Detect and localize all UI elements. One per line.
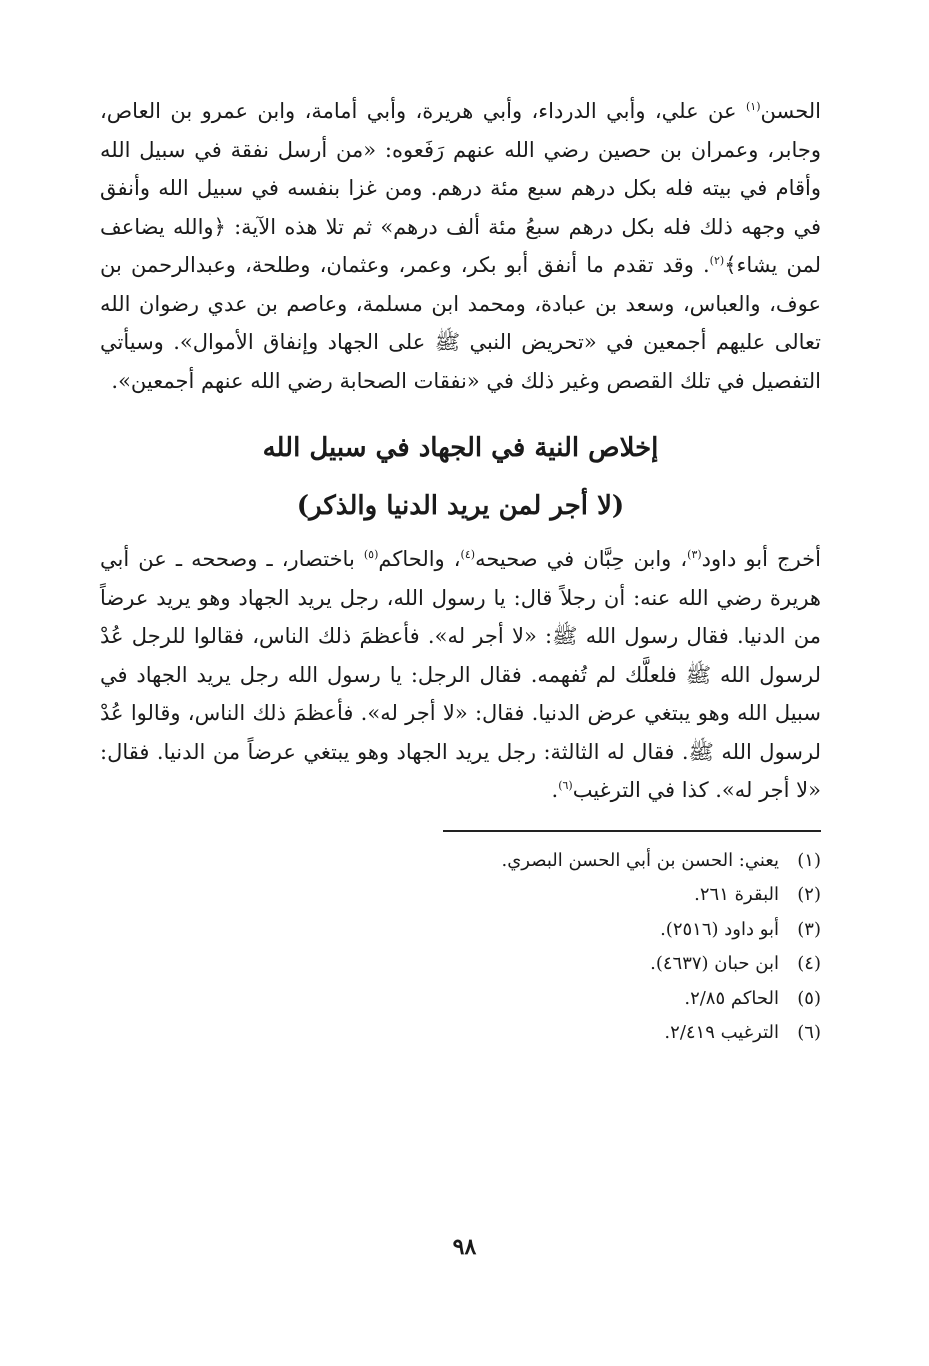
- footnote-item: [100, 913, 821, 948]
- footnote-item: [100, 947, 821, 982]
- footnote-number: (٤): [797, 953, 821, 974]
- footnote-number: (١): [797, 849, 821, 871]
- paragraph-text: [100, 92, 821, 400]
- paragraph-text: [100, 540, 821, 810]
- footnote-item: [100, 844, 821, 879]
- text-run: ، والحاكم: [378, 547, 461, 571]
- footnote-ref-1: (١): [745, 100, 761, 113]
- paragraph-abu-dawud-hadith: [100, 540, 821, 810]
- footnotes: [100, 844, 821, 1051]
- footnote-item: [100, 1016, 821, 1051]
- footnote-text: أبو داود (٢٥١٦).: [660, 918, 779, 940]
- footnote-number: (٢): [797, 884, 821, 905]
- footnote-text: الترغيب ٢/٤١٩.: [664, 1022, 779, 1043]
- footnote-ref-3: (٣): [687, 548, 702, 561]
- chapter-heading: إخلاص النية في الجهاد في سبيل الله: [262, 433, 659, 463]
- text-run: . وقد تقدم ما أنفق أبو بكر، وعمر، وعثمان، وطلحة، وعبدالرحمن بن عوف، والعباس، وسعد بن عبادة، ومحمد ابن مسلمة، وعاصم بن عدي رضوان الله تعالى عليهم أجمعين في «تحريض النبي ﷺ على الجهاد وإنفاق الأموال». وسيأتي التفصيل في تلك القصص وغير ذلك في «نفقات الصحابة رضي الله عنهم أجمعين».: [100, 253, 821, 393]
- footnote-ref-5: (٥): [363, 548, 379, 561]
- footnote-text: ابن حبان (٤٦٣٧).: [650, 953, 779, 974]
- text-run: الحسن: [760, 99, 821, 123]
- footnote-text: يعني: الحسن بن أبي الحسن البصري.: [501, 849, 779, 871]
- footnote-ref-4: (٤): [460, 548, 476, 561]
- footnote-number: (٦): [797, 1022, 821, 1043]
- footnote-ref-6: (٦): [558, 779, 573, 792]
- paragraph-hasan-hadith: [100, 92, 821, 400]
- footnote-ref-2: (٢): [709, 254, 725, 267]
- footnote-separator: [443, 830, 821, 832]
- footnote-item: [100, 982, 821, 1017]
- text-run: .: [551, 778, 559, 802]
- text-run: أخرج أبو داود: [701, 547, 821, 571]
- section-subheading: (لا أجر لمن يريد الدنيا والذكر): [296, 491, 625, 521]
- footnote-number: (٥): [797, 987, 821, 1009]
- footnote-text: الحاكم ٢/٨٥.: [684, 987, 779, 1009]
- page-number: ٩٨: [452, 1234, 477, 1260]
- footnote-text: البقرة ٢٦١.: [694, 884, 779, 905]
- footnote-item: [100, 878, 821, 913]
- text-run: ، وابن حِبَّان في صحيحه: [475, 547, 688, 571]
- text-run: باختصار، ـ وصححه ـ عن أبي هريرة رضي الله عنه: أن رجلاً قال: يا رسول الله، رجل يريد الجهاد وهو يريد عرضاً من الدنيا. فقال رسول الله ﷺ: «لا أجر له». فأعظمَ ذلك الناس، فقالوا للرجل عُدْ لرسول الله ﷺ فلعلَّك لم تُفهمه. فقال الرجل: يا رسول الله رجل يريد الجهاد في سبيل الله وهو يبتغي عرض الدنيا. فقال: «لا أجر له». فأعظمَ ذلك الناس، وقالوا عُدْ لرسول الله ﷺ. فقال له الثالثة: رجل يريد الجهاد وهو يبتغي عرضاً من الدنيا. فقال: «لا أجر له». كذا في الترغيب: [100, 547, 821, 802]
- footnote-number: (٣): [797, 918, 821, 940]
- text-run: عن علي، وأبي الدرداء، وأبي هريرة، وأبي أمامة، وابن عمرو بن العاص، وجابر، وعمران بن حصين رضي الله عنهم رَفَعوه: «من أرسل نفقة في سبيل الله وأقام في بيته فله بكل درهم سبع مئة درهم. ومن غزا بنفسه في سبيل الله وأنفق في وجهه ذلك فله بكل درهم سبعُ مئة ألف درهم» ثم تلا هذه الآية: ﴿والله يضاعف لمن يشاء﴾: [100, 99, 821, 277]
